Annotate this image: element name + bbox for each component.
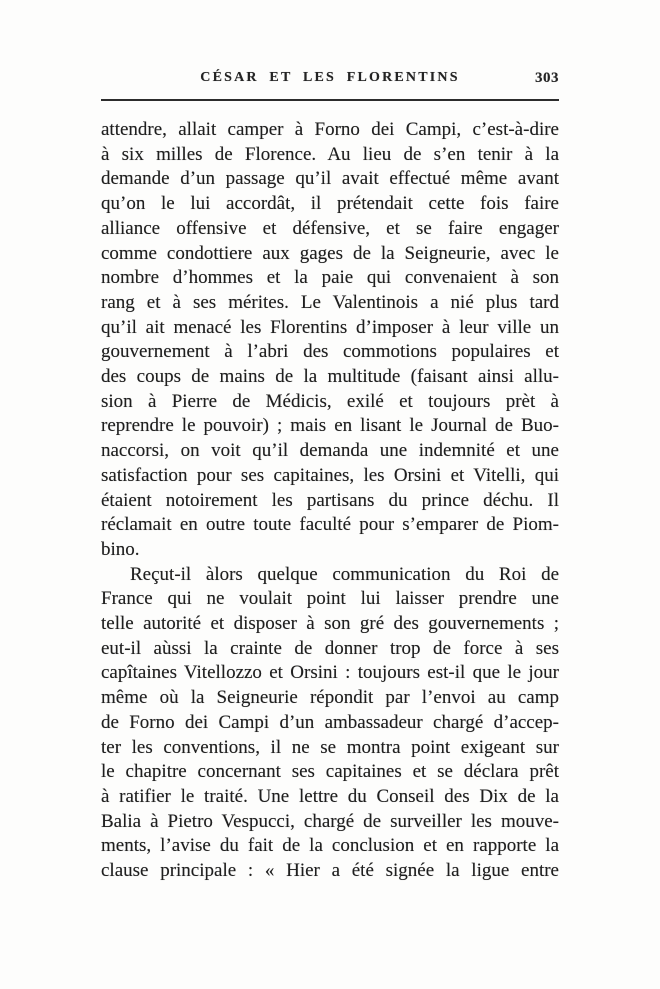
text-line: même où la Seigneurie répondit par l’envoi au camp: [101, 687, 559, 709]
text-line: reprendre le pouvoir) ; mais en lisant le Journal de Buo-: [101, 415, 559, 437]
text-line: ments, l’avise du fait de la conclusion et en rapporte la: [101, 835, 559, 857]
text-line: comme condottiere aux gages de la Seigneurie, avec le: [101, 242, 559, 264]
text-line: rang et à ses mérites. Le Valentinois a nié plus tard: [101, 291, 559, 313]
text-line: alliance offensive et défensive, et se faire engager: [101, 217, 559, 239]
text-line: des coups de mains de la multitude (faisant ainsi allu-: [101, 366, 559, 388]
text-line: le chapitre concernant ses capitaines et se déclara prêt: [101, 761, 559, 783]
text-line: à six milles de Florence. Au lieu de s’en tenir à la: [101, 143, 559, 165]
text-line: Reçut-il àlors quelque communication du Roi de: [130, 563, 559, 585]
text-line: qu’on le lui accordât, il prétendait cette fois faire: [101, 193, 559, 215]
text-line: qu’il ait menacé les Florentins d’imposer à leur ville un: [101, 316, 559, 338]
text-line: satisfaction pour ses capitaines, les Orsini et Vitelli, qui: [101, 464, 559, 486]
text-line: clause principale : « Hier a été signée la ligue entre: [101, 860, 559, 882]
text-line: étaient notoirement les partisans du prince déchu. Il: [101, 489, 559, 511]
text-line: à ratifier le traité. Une lettre du Conseil des Dix de la: [101, 785, 559, 807]
text-block: [101, 70, 559, 884]
header-rule: [101, 99, 559, 101]
text-line: réclamait en outre toute faculté pour s’emparer de Piom-: [101, 514, 559, 536]
text-line: gouvernement à l’abri des commotions populaires et: [101, 341, 559, 363]
text-line: sion à Pierre de Médicis, exilé et toujours prèt à: [101, 390, 559, 412]
text-line: nombre d’hommes et la paie qui convenaient à son: [101, 267, 559, 289]
page-body: [101, 118, 559, 884]
text-line: demande d’un passage qu’il avait effectué même avant: [101, 168, 559, 190]
text-line: telle autorité et disposer à son gré des gouvernements ;: [101, 613, 559, 635]
text-line: capîtaines Vitellozzo et Orsini : toujours est-il que le jour: [101, 662, 559, 684]
text-line: attendre, allait camper à Forno dei Campi, c’est-à-dire: [101, 119, 559, 140]
text-line: de Forno dei Campi d’un ambassadeur chargé d’accep-: [101, 711, 559, 733]
text-line: Balia à Pietro Vespucci, chargé de surveiller les mouve-: [101, 810, 559, 832]
running-header: [101, 70, 559, 88]
page-number: 303: [535, 70, 559, 86]
text-line: eut-il aùssi la crainte de donner trop de force à ses: [101, 637, 559, 659]
text-line: France qui ne voulait point lui laisser prendre une: [101, 588, 559, 610]
running-title: CÉSAR ET LES FLORENTINS: [200, 70, 460, 85]
text-line: bino.: [101, 538, 140, 560]
text-line: naccorsi, on voit qu’il demanda une indemnité et une: [101, 440, 559, 462]
text-line: ter les conventions, il ne se montra point exigeant sur: [101, 736, 559, 758]
